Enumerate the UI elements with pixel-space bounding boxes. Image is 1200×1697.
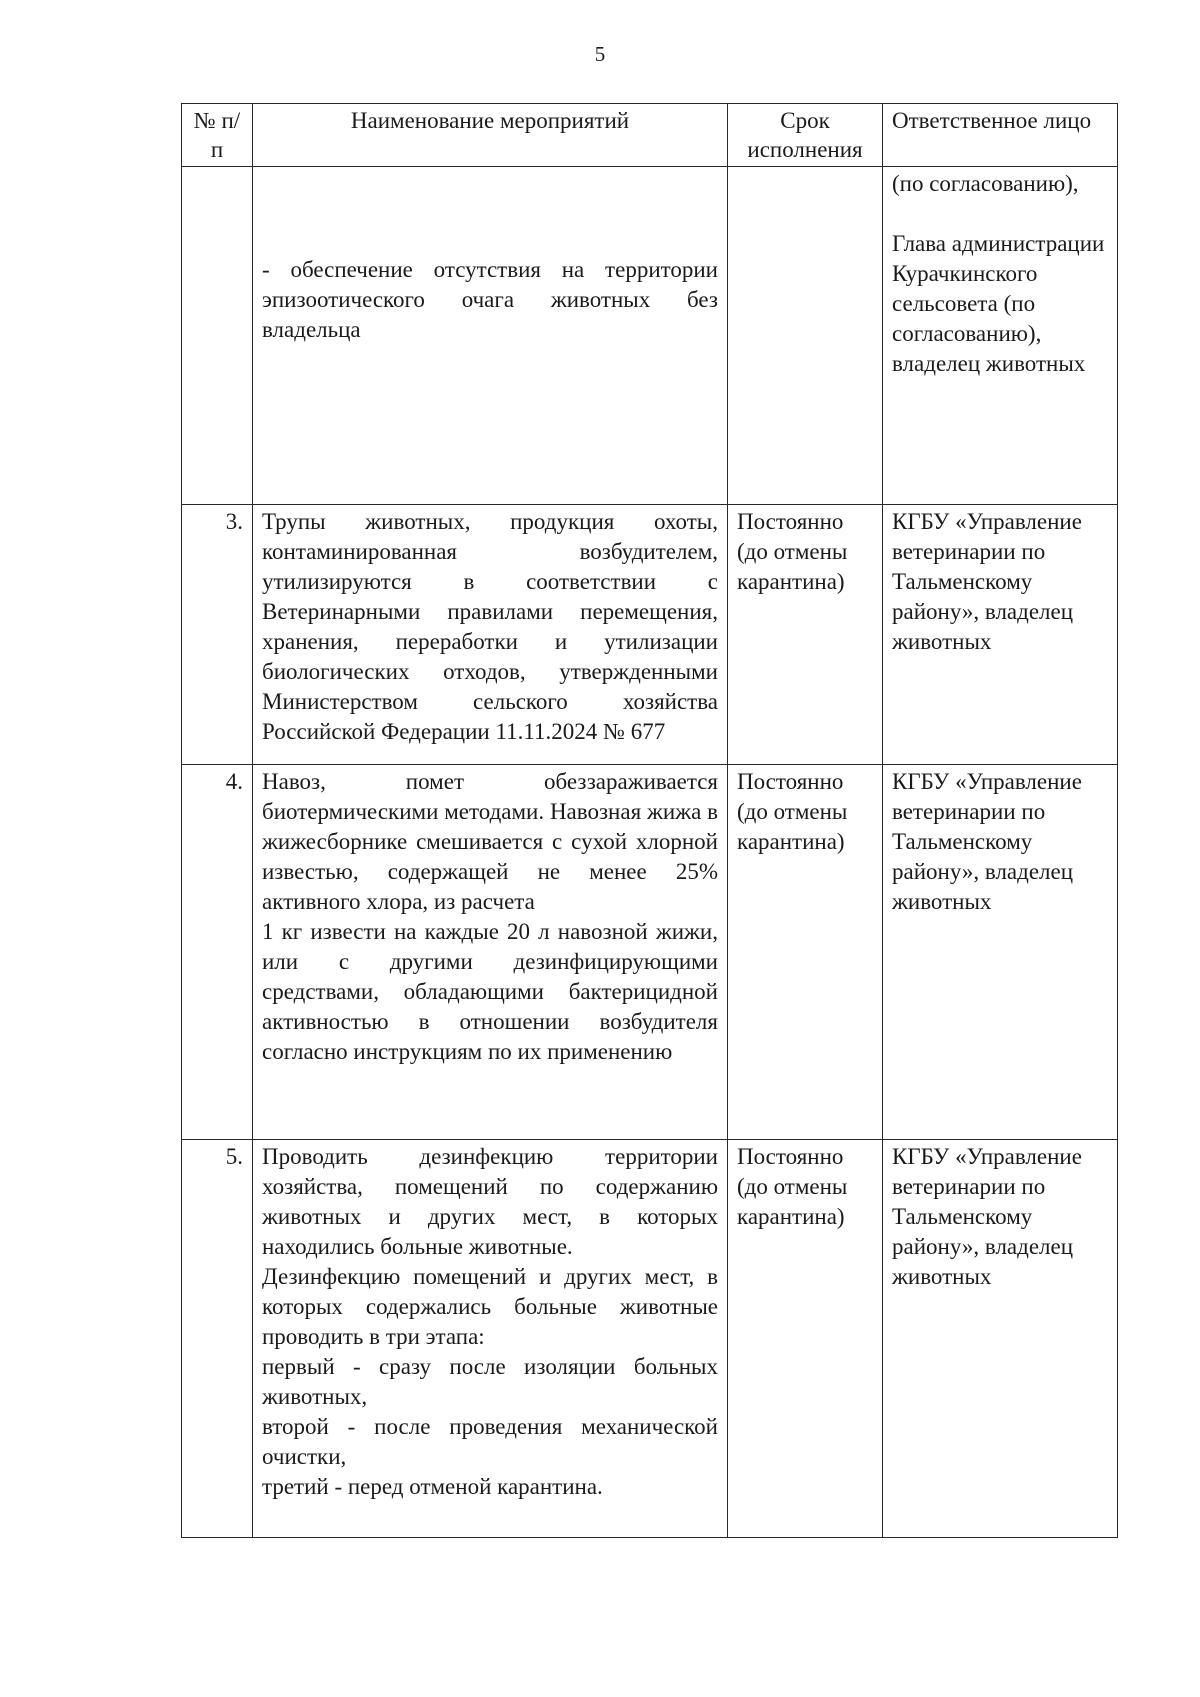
responsible-text: КГБУ «Управление ветеринарии по Тальменскому району», владелец животных [883,765,1118,1140]
table-row [182,167,1118,505]
responsible-text: КГБУ «Управление ветеринарии по Тальменскому району», владелец животных [883,505,1118,765]
measure-text [253,1140,728,1538]
measure-text [253,765,728,1140]
table-row [182,1140,1118,1538]
term-text: Постоянно (до отмены карантина) [728,765,883,1140]
measure-paragraph: Проводить дезинфекцию территории хозяйства, помещений по содержанию животных и других мест, в которых находились больные животные. [262,1144,718,1259]
measure-paragraph: 1 кг извести на каждые 20 л навозной жижи, или с другими дезинфицирующими средствами, обладающими бактерицидной активностью в отношении возбудителя согласно инструкциям по их применению [262,919,718,1064]
row-number: 3. [182,505,253,765]
header-name: Наименование мероприятий [253,104,728,167]
table-row [182,505,1118,765]
responsible-paragraph: (по согласованию), [892,171,1079,196]
measure-text: Трупы животных, продукция охоты, контаминированная возбудителем, утилизируются в соответствии с Ветеринарными правилами перемещения, хранения, переработки и утилизации биологических отходов, утвержденными Министерством сельского хозяйства Российской Федерации 11.11.2024 № 677 [253,505,728,765]
responsible-text [883,167,1118,505]
row-number: 4. [182,765,253,1140]
row-number: 5. [182,1140,253,1538]
responsible-paragraph: Глава администрации Курачкинского сельсовета (по согласованию), владелец животных [892,231,1105,376]
measure-text [253,167,728,505]
row-number [182,167,253,505]
measure-paragraph: второй - после проведения механической очистки, [262,1414,718,1469]
term-text: Постоянно (до отмены карантина) [728,505,883,765]
header-num: № п/п [182,104,253,167]
term-text: Постоянно (до отмены карантина) [728,1140,883,1538]
responsible-text: КГБУ «Управление ветеринарии по Тальменскому району», владелец животных [883,1140,1118,1538]
header-responsible: Ответственное лицо [883,104,1118,167]
measure-paragraph: Навоз, помет обеззараживается биотермическими методами. Навозная жижа в жижесборнике смешивается с сухой хлорной известью, содержащей не менее 25% активного хлора, из расчета [262,769,718,914]
term-text [728,167,883,505]
table-header-row [182,104,1118,167]
table-row [182,765,1118,1140]
measure-paragraph: первый - сразу после изоляции больных животных, [262,1354,718,1409]
measure-paragraph: третий - перед отменой карантина. [262,1474,603,1499]
measures-table [181,103,1118,1538]
page-number: 5 [594,42,606,66]
measure-paragraph: - обеспечение отсутствия на территории эпизоотического очага животных без владельца [262,257,718,342]
measure-paragraph: Дезинфекцию помещений и других мест, в которых содержались больные животные проводить в три этапа: [262,1264,718,1349]
header-term: Срок исполнения [728,104,883,167]
